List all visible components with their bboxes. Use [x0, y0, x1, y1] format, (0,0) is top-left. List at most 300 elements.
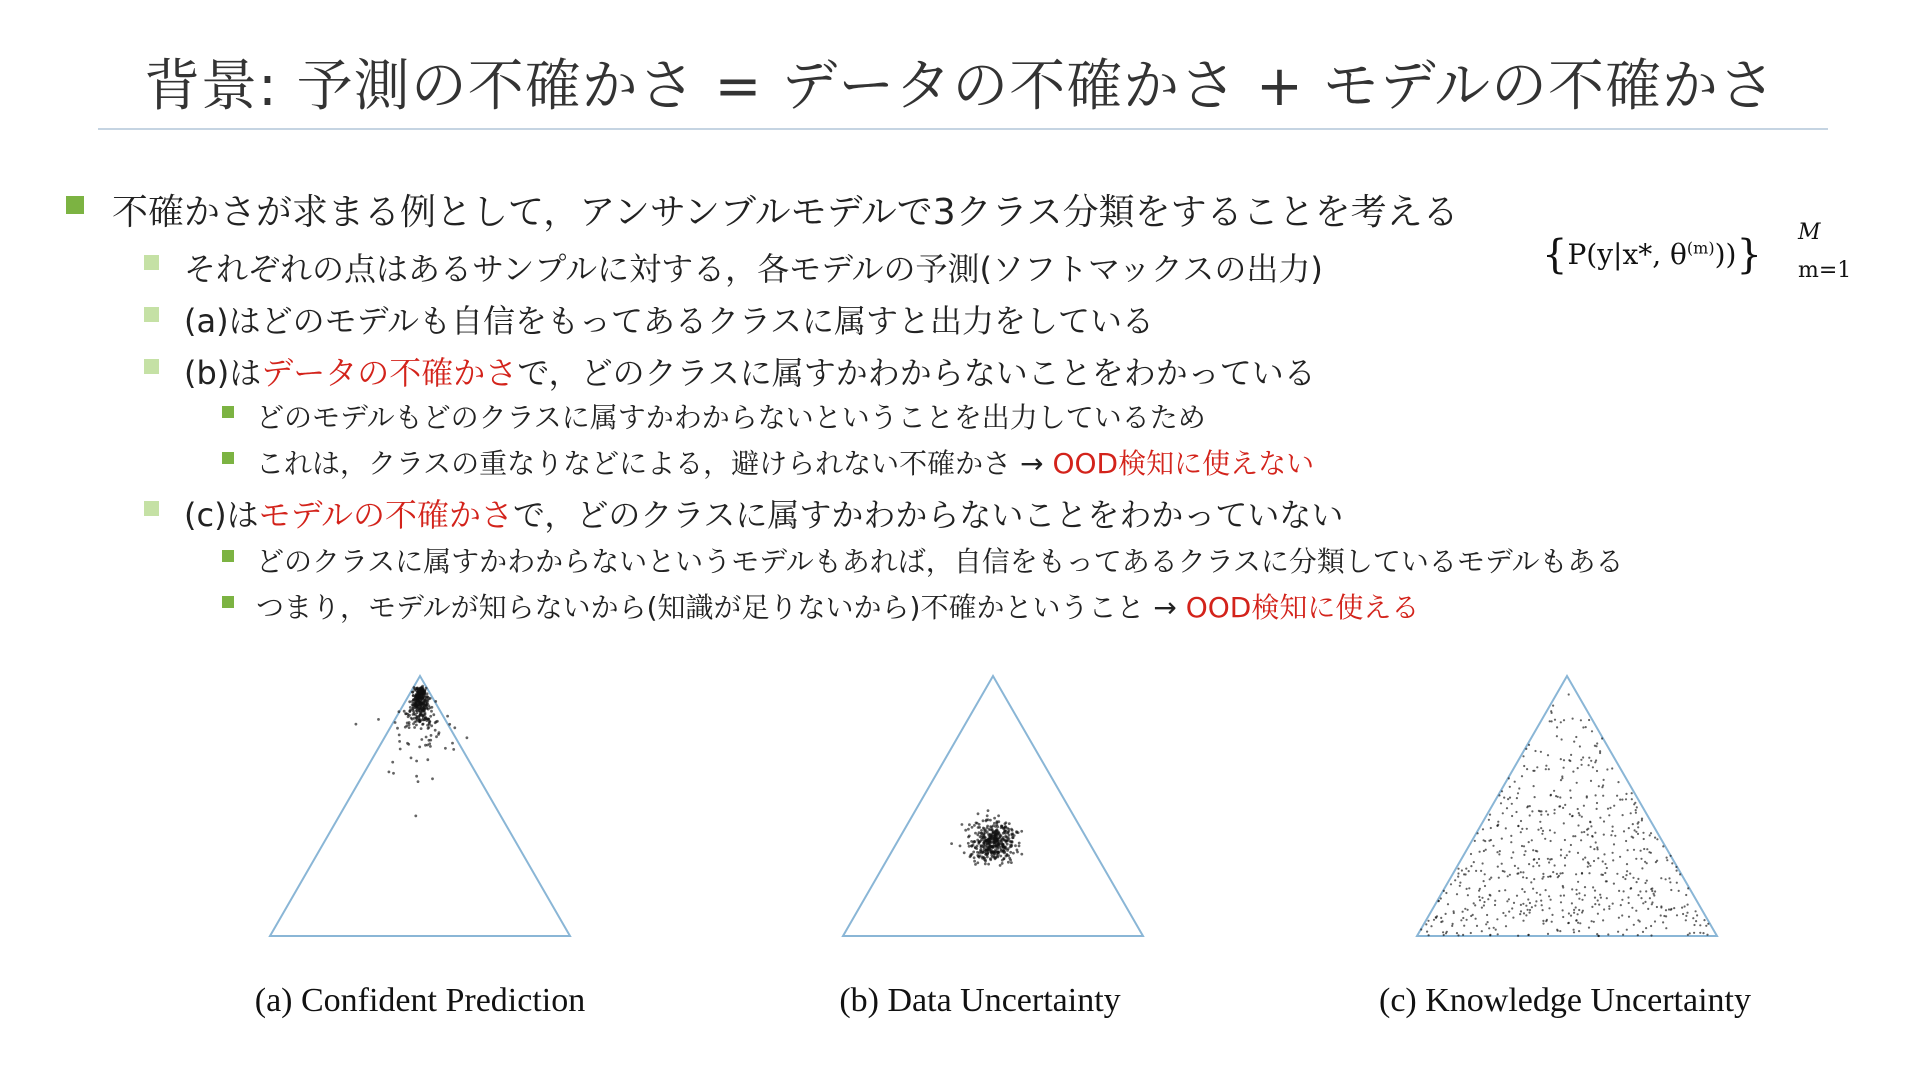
prediction-point	[1526, 877, 1528, 879]
bullet-square-icon	[66, 196, 84, 214]
prediction-point	[413, 701, 416, 704]
prediction-point	[993, 843, 996, 846]
prediction-point	[1522, 876, 1524, 878]
prediction-point	[1671, 862, 1673, 864]
prediction-point	[1670, 909, 1672, 911]
prediction-point	[1630, 812, 1632, 814]
prediction-point	[1602, 919, 1604, 921]
prediction-point	[1637, 894, 1639, 896]
prediction-point	[988, 842, 991, 845]
prediction-point	[1550, 899, 1552, 901]
prediction-point	[1614, 835, 1616, 837]
prediction-point	[1699, 924, 1701, 926]
prediction-point	[415, 694, 418, 697]
prediction-point	[1552, 871, 1554, 873]
prediction-point	[1666, 857, 1668, 859]
prediction-point	[432, 713, 435, 716]
prediction-point	[997, 851, 1000, 854]
prediction-point	[1497, 866, 1499, 868]
prediction-point	[1668, 877, 1670, 879]
prediction-point	[1493, 927, 1495, 929]
prediction-point	[1585, 726, 1587, 728]
prediction-point	[422, 715, 425, 718]
prediction-point	[1016, 851, 1019, 854]
prediction-point	[1545, 765, 1547, 767]
prediction-point	[1581, 899, 1583, 901]
prediction-point	[1002, 832, 1005, 835]
prediction-point	[1584, 894, 1586, 896]
prediction-point	[1562, 885, 1564, 887]
prediction-point	[1515, 811, 1517, 813]
prediction-point	[1463, 873, 1465, 875]
prediction-point	[1570, 844, 1572, 846]
prediction-point	[1459, 885, 1461, 887]
prediction-point	[983, 840, 986, 843]
prediction-point	[986, 825, 989, 828]
prediction-point	[1505, 925, 1507, 927]
prediction-point	[1497, 933, 1499, 935]
prediction-point	[1594, 832, 1596, 834]
prediction-point	[1497, 821, 1499, 823]
prediction-point	[1548, 895, 1550, 897]
bullet-c-prefix: (c)は	[184, 496, 259, 534]
prediction-point	[1588, 927, 1590, 929]
prediction-point	[1545, 768, 1547, 770]
prediction-point	[1503, 871, 1505, 873]
prediction-point	[1702, 932, 1704, 934]
prediction-point	[1506, 900, 1508, 902]
prediction-point	[1558, 875, 1560, 877]
prediction-point	[1578, 909, 1580, 911]
prediction-point	[961, 823, 964, 826]
prediction-point	[1560, 849, 1562, 851]
data-uncertainty-highlight: データの不確かさ	[261, 354, 518, 392]
prediction-point	[1018, 845, 1021, 848]
prediction-point	[976, 861, 979, 864]
prediction-point	[1008, 822, 1011, 825]
prediction-point	[1556, 873, 1558, 875]
prediction-point	[431, 706, 434, 709]
prediction-point	[1426, 931, 1428, 933]
prediction-point	[1576, 893, 1578, 895]
prediction-point	[1547, 858, 1549, 860]
prediction-point	[1507, 798, 1509, 800]
prediction-point	[446, 715, 449, 718]
prediction-point	[1588, 872, 1590, 874]
prediction-point	[1650, 925, 1652, 927]
prediction-point	[1533, 858, 1535, 860]
prediction-point	[1670, 889, 1672, 891]
prediction-point	[1576, 919, 1578, 921]
prediction-point	[1492, 845, 1494, 847]
prediction-point	[1590, 825, 1592, 827]
prediction-point	[1485, 849, 1487, 851]
prediction-point	[976, 845, 979, 848]
prediction-point	[1542, 876, 1544, 878]
prediction-point	[1570, 754, 1572, 756]
prediction-point	[1532, 865, 1534, 867]
prediction-point	[1665, 915, 1667, 917]
prediction-point	[1571, 888, 1573, 890]
prediction-point	[1547, 814, 1549, 816]
prediction-point	[444, 747, 447, 750]
prediction-point	[421, 698, 424, 701]
bullet-points-text: それぞれの点はあるサンプルに対する，各モデルの予測(ソフトマックスの出力)	[184, 250, 1323, 288]
prediction-point	[1551, 921, 1553, 923]
prediction-point	[1594, 897, 1596, 899]
prediction-point	[989, 825, 992, 828]
prediction-point	[1632, 823, 1634, 825]
prediction-point	[1470, 932, 1472, 934]
prediction-point	[1563, 894, 1565, 896]
prediction-point	[1578, 812, 1580, 814]
prediction-point	[1465, 868, 1467, 870]
prediction-point	[986, 845, 989, 848]
prediction-point	[1450, 883, 1452, 885]
prediction-point	[1004, 825, 1007, 828]
prediction-point	[425, 704, 428, 707]
prediction-point	[1505, 827, 1507, 829]
prediction-point	[1660, 906, 1662, 908]
prediction-point	[994, 857, 997, 860]
bullet-c-sub2-text: つまり，モデルが知らないから(知識が足りないから)不確かということ →	[256, 591, 1186, 624]
prediction-point	[422, 723, 425, 726]
prediction-point	[1597, 899, 1599, 901]
prediction-point	[1536, 862, 1538, 864]
prediction-point	[1588, 764, 1590, 766]
prediction-point	[1009, 851, 1012, 854]
prediction-point	[1517, 867, 1519, 869]
prediction-point	[1547, 754, 1549, 756]
prediction-point	[1617, 931, 1619, 933]
prediction-point	[434, 700, 437, 703]
prediction-point	[1516, 797, 1518, 799]
prediction-point	[1612, 903, 1614, 905]
prediction-point	[978, 823, 981, 826]
prediction-point	[1693, 924, 1695, 926]
prediction-point	[413, 686, 416, 689]
prediction-point	[1462, 911, 1464, 913]
prediction-point	[1625, 793, 1627, 795]
prediction-point	[410, 757, 413, 760]
prediction-point	[1606, 768, 1608, 770]
prediction-point	[982, 833, 985, 836]
prediction-point	[1512, 851, 1514, 853]
formula-close-paren: ))	[1714, 238, 1737, 271]
prediction-point	[1441, 920, 1443, 922]
prediction-point	[1477, 832, 1479, 834]
prediction-point	[404, 712, 407, 715]
bullet-square-icon	[144, 501, 159, 516]
prediction-point	[416, 690, 419, 693]
prediction-point	[421, 702, 424, 705]
prediction-point	[997, 814, 1000, 817]
prediction-point	[1625, 798, 1627, 800]
prediction-point	[1579, 814, 1581, 816]
prediction-point	[1642, 832, 1644, 834]
prediction-point	[410, 717, 413, 720]
prediction-point	[992, 850, 995, 853]
prediction-point	[1560, 854, 1562, 856]
prediction-point	[1476, 925, 1478, 927]
prediction-point	[1636, 881, 1638, 883]
prediction-point	[1621, 799, 1623, 801]
prediction-point	[1575, 736, 1577, 738]
prediction-point	[1596, 770, 1598, 772]
prediction-point	[1547, 933, 1549, 935]
bullet-square-icon	[144, 255, 159, 270]
simplex-plot-a	[195, 670, 645, 960]
prediction-point	[1533, 878, 1535, 880]
prediction-point	[1521, 845, 1523, 847]
prediction-point	[1529, 902, 1531, 904]
bullet-c	[184, 490, 1343, 536]
prediction-point	[1599, 752, 1601, 754]
prediction-point	[1687, 887, 1689, 889]
prediction-point	[1626, 863, 1628, 865]
prediction-point	[1462, 917, 1464, 919]
prediction-point	[1494, 904, 1496, 906]
prediction-point	[1473, 861, 1475, 863]
prediction-point	[1540, 900, 1542, 902]
prediction-point	[1462, 934, 1464, 936]
prediction-point	[1433, 919, 1435, 921]
prediction-point	[1001, 862, 1004, 865]
prediction-point	[1474, 904, 1476, 906]
prediction-point	[405, 725, 408, 728]
prediction-point	[1656, 838, 1658, 840]
prediction-point	[398, 740, 401, 743]
prediction-point	[425, 687, 428, 690]
prediction-point	[1582, 726, 1584, 728]
prediction-point	[453, 726, 456, 729]
prediction-point	[1506, 807, 1508, 809]
prediction-point	[1579, 745, 1581, 747]
prediction-point	[1453, 910, 1455, 912]
prediction-point	[1457, 876, 1459, 878]
prediction-point	[1554, 809, 1556, 811]
prediction-point	[1623, 830, 1625, 832]
prediction-point	[1634, 829, 1636, 831]
prediction-point	[1651, 890, 1653, 892]
prediction-point	[1597, 935, 1599, 937]
prediction-point	[1519, 913, 1521, 915]
prediction-point	[1689, 932, 1691, 934]
prediction-point	[1581, 816, 1583, 818]
prediction-point	[988, 838, 991, 841]
bullet-c-suffix: で，どのクラスに属すかわからないことをわかっていない	[512, 496, 1344, 534]
prediction-point	[1499, 850, 1501, 852]
prediction-point	[388, 771, 391, 774]
prediction-point	[428, 742, 431, 745]
prediction-point	[972, 851, 975, 854]
prediction-point	[1554, 832, 1556, 834]
prediction-point	[1686, 912, 1688, 914]
prediction-point	[1643, 848, 1645, 850]
prediction-point	[1520, 910, 1522, 912]
prediction-point	[1596, 933, 1598, 935]
prediction-point	[1578, 930, 1580, 932]
prediction-point	[990, 838, 993, 841]
prediction-point	[997, 853, 1000, 856]
prediction-point	[1547, 876, 1549, 878]
prediction-point	[1514, 865, 1516, 867]
prediction-point	[396, 727, 399, 730]
prediction-point	[1529, 814, 1531, 816]
prediction-point	[1534, 750, 1536, 752]
prediction-point	[1575, 873, 1577, 875]
prediction-point	[1564, 864, 1566, 866]
prediction-point	[1577, 922, 1579, 924]
prediction-point	[1496, 851, 1498, 853]
ood-unusable-highlight: OOD検知に使えない	[1052, 447, 1315, 480]
prediction-point	[1501, 838, 1503, 840]
prediction-point	[1613, 805, 1615, 807]
prediction-point	[1642, 931, 1644, 933]
prediction-point	[1020, 853, 1023, 856]
prediction-point	[1457, 872, 1459, 874]
prediction-point	[1517, 935, 1519, 937]
prediction-point	[1699, 932, 1701, 934]
prediction-point	[1505, 915, 1507, 917]
formula-lower-limit: m=1	[1798, 258, 1852, 283]
prediction-point	[1482, 862, 1484, 864]
prediction-point	[1500, 802, 1502, 804]
prediction-point	[1616, 795, 1618, 797]
prediction-point	[1470, 865, 1472, 867]
prediction-point	[418, 718, 421, 721]
bullet-b-prefix: (b)は	[184, 354, 262, 392]
prediction-point	[430, 734, 433, 737]
prediction-point	[438, 731, 441, 734]
prediction-point	[415, 760, 418, 763]
prediction-point	[1552, 705, 1554, 707]
prediction-point	[1443, 934, 1445, 936]
prediction-point	[1553, 812, 1555, 814]
prediction-point	[434, 729, 437, 732]
prediction-point	[1573, 909, 1575, 911]
prediction-point	[1569, 813, 1571, 815]
prediction-point	[1678, 890, 1680, 892]
prediction-point	[1581, 831, 1583, 833]
prediction-point	[1456, 932, 1458, 934]
prediction-point	[996, 825, 999, 828]
prediction-point	[1508, 777, 1510, 779]
prediction-point	[1621, 899, 1623, 901]
prediction-point	[1637, 833, 1639, 835]
prediction-point	[1650, 934, 1652, 936]
prediction-point	[1545, 889, 1547, 891]
prediction-point	[974, 863, 977, 866]
prediction-point	[1675, 866, 1677, 868]
prediction-point	[411, 691, 414, 694]
bullet-b-sub1-text: どのモデルもどのクラスに属すかわからないということを出力しているため	[256, 401, 1206, 434]
bullet-intro-text: 不確かさが求まる例として，アンサンブルモデルで3クラス分類をすることを考える	[112, 192, 1459, 233]
prediction-point	[1602, 795, 1604, 797]
prediction-point	[1580, 719, 1582, 721]
prediction-point	[1520, 904, 1522, 906]
prediction-point	[1687, 904, 1689, 906]
prediction-point	[1597, 913, 1599, 915]
prediction-point	[355, 723, 358, 726]
prediction-point	[1649, 834, 1651, 836]
prediction-point	[1509, 797, 1511, 799]
prediction-point	[1591, 730, 1593, 732]
prediction-point	[1538, 865, 1540, 867]
title-divider	[98, 128, 1828, 130]
prediction-point	[1571, 815, 1573, 817]
prediction-point	[1576, 782, 1578, 784]
prediction-point	[1622, 934, 1624, 936]
prediction-point	[1666, 859, 1668, 861]
prediction-point	[980, 844, 983, 847]
prediction-point	[412, 694, 415, 697]
prediction-point	[1617, 781, 1619, 783]
prediction-point	[1511, 857, 1513, 859]
prediction-point	[1627, 896, 1629, 898]
prediction-point	[1531, 906, 1533, 908]
prediction-point	[1523, 765, 1525, 767]
prediction-point	[1011, 836, 1014, 839]
prediction-point	[1591, 920, 1593, 922]
prediction-point	[1504, 889, 1506, 891]
prediction-point	[1644, 901, 1646, 903]
bullet-square-icon	[222, 406, 234, 418]
prediction-point	[1604, 863, 1606, 865]
prediction-point	[424, 699, 427, 702]
caption-data-uncertainty: (b) Data Uncertainty	[839, 982, 1121, 1019]
prediction-point	[1548, 768, 1550, 770]
prediction-point	[415, 724, 418, 727]
prediction-point	[1556, 929, 1558, 931]
prediction-point	[1488, 819, 1490, 821]
prediction-point	[1599, 817, 1601, 819]
prediction-point	[1523, 845, 1525, 847]
prediction-point	[1622, 814, 1624, 816]
prediction-point	[1581, 764, 1583, 766]
prediction-point	[1631, 798, 1633, 800]
prediction-point	[1647, 908, 1649, 910]
bullet-intro	[112, 184, 1459, 235]
prediction-point	[1568, 912, 1570, 914]
prediction-point	[1679, 873, 1681, 875]
prediction-point	[1498, 890, 1500, 892]
prediction-point	[429, 739, 432, 742]
prediction-point	[419, 703, 422, 706]
prediction-point	[1559, 930, 1561, 932]
slide-title: 背景: 予測の不確かさ = データの不確かさ + モデルの不確かさ	[144, 54, 1776, 119]
prediction-point	[1014, 844, 1017, 847]
prediction-point	[1591, 906, 1593, 908]
prediction-point	[1445, 892, 1447, 894]
prediction-point	[1583, 831, 1585, 833]
prediction-point	[1475, 918, 1477, 920]
prediction-point	[1520, 831, 1522, 833]
bullet-a	[184, 296, 1154, 342]
prediction-point	[415, 699, 418, 702]
prediction-point	[435, 735, 438, 738]
prediction-point	[1676, 870, 1678, 872]
prediction-point	[1564, 804, 1566, 806]
prediction-point	[1635, 831, 1637, 833]
prediction-point	[1533, 785, 1535, 787]
prediction-point	[1556, 735, 1558, 737]
prediction-point	[1501, 790, 1503, 792]
prediction-point	[1010, 845, 1013, 848]
prediction-point	[1540, 810, 1542, 812]
prediction-point	[1588, 719, 1590, 721]
prediction-point	[1692, 917, 1694, 919]
